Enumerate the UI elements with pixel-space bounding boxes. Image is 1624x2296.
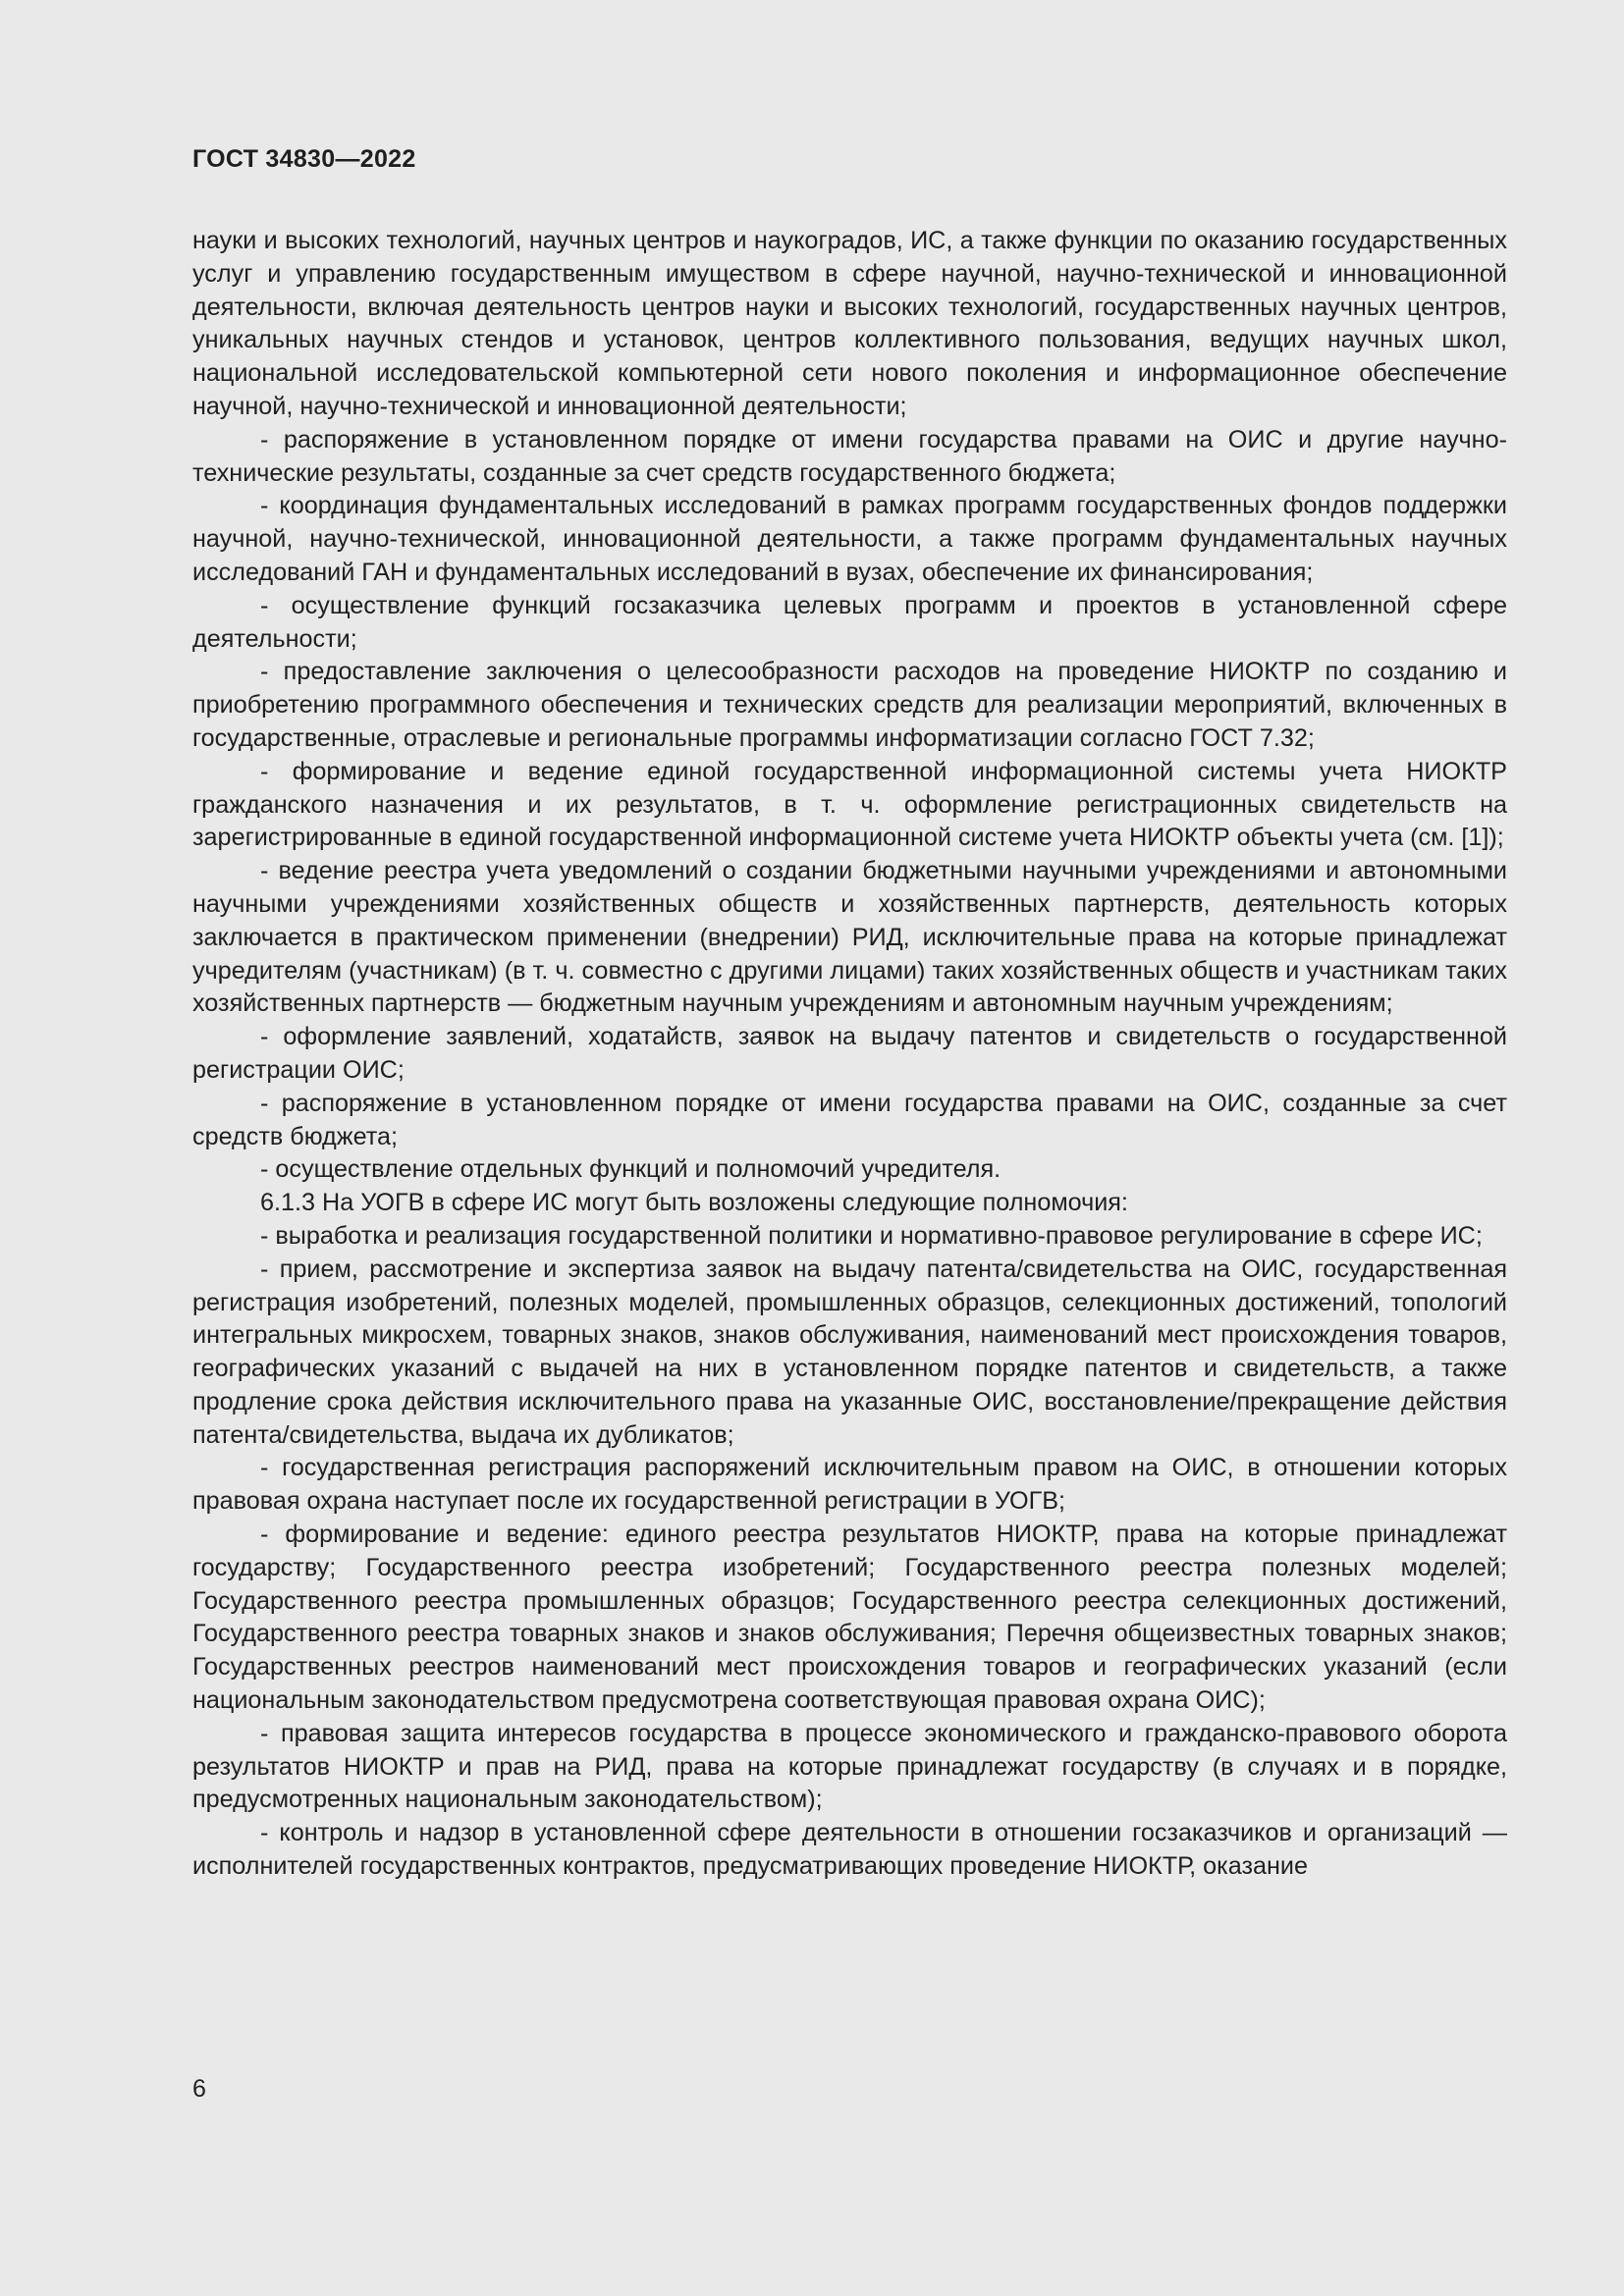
list-item: - выработка и реализация государственной политики и нормативно-правовое регулирование в сфере ИС; (260, 1221, 1483, 1250)
page-number: 6 (192, 2075, 206, 2103)
list-item: - ведение реестра учета уведомлений о создании бюджетными научными учреждениями и автономными научными учреждениями хозяйственных обществ и хозяйственных партнерств, деятельность которых заключается в практическом применении (внедрении) РИД, исключительные права на которые принадлежат учредителям (участникам) (в т. ч. совместно с другими лицами) таких хозяйственных обществ и участникам таких хозяйственных партнерств — бюджетным научным учреждениям и автономным научным учреждениям; (192, 857, 1507, 1018)
document-body (192, 225, 1507, 1884)
document-header: ГОСТ 34830—2022 (192, 145, 416, 173)
list-item: - формирование и ведение единой государственной информационной системы учета НИОКТР гражданского назначения и их результатов, в т. ч. оформление регистрационных свидетельств на зарегистрированные в единой государственной информационной системе учета НИОКТР объекты учета (см. [1]); (192, 757, 1507, 852)
list-item: - распоряжение в установленном порядке от имени государства правами на ОИС и другие научно-технические результаты, созданные за счет средств государственного бюджета; (192, 425, 1507, 487)
list-item: - осуществление отдельных функций и полномочий учредителя. (260, 1155, 1001, 1184)
list-item: - формирование и ведение: единого реестра результатов НИОКТР, права на которые принадлежат государству; Государственного реестра изобретений; Государственного реестра полезных моделей; Государственного реестра промышленных образцов; Государственного реестра селекционных достижений, Государственного реестра товарных знаков и знаков обслуживания; Перечня общеизвестных товарных знаков; Государственных реестров наименований мест происхождения товаров и географических указаний (если национальным законодательством предусмотрена соответствующая правовая охрана ОИС); (192, 1521, 1507, 1715)
list-item: - правовая защита интересов государства в процессе экономического и гражданско-правового оборота результатов НИОКТР и прав на РИД, права на которые принадлежат государству (в случаях и в порядке, предусмотренных национальным законодательством); (192, 1719, 1507, 1814)
list-item: - прием, рассмотрение и экспертиза заявок на выдачу патента/свидетельства на ОИС, государственная регистрация изобретений, полезных моделей, промышленных образцов, селекционных достижений, топологий интегральных микросхем, товарных знаков, знаков обслуживания, наименований мест происхождения товаров, географических указаний с выдачей на них в установленном порядке патентов и свидетельств, а также продление срока действия исключительного права на указанные ОИС, восстановление/прекращение действия патента/свидетельства, выдача их дубликатов; (192, 1255, 1507, 1449)
list-item: - предоставление заключения о целесообразности расходов на проведение НИОКТР по созданию и приобретению программного обеспечения и технических средств для реализации мероприятий, включенных в государственные, отраслевые и региональные программы информатизации согласно ГОСТ 7.32; (192, 658, 1507, 752)
list-item: - распоряжение в установленном порядке от имени государства правами на ОИС, созданные за счет средств бюджета; (192, 1089, 1507, 1150)
paragraph: науки и высоких технологий, научных центров и наукоградов, ИС, а также функции по оказанию государственных услуг и управлению государственным имуществом в сфере научной, научно-технической и инновационной деятельности, включая деятельность центров науки и высоких технологий, государственных научных центров, уникальных научных стендов и установок, центров коллективного пользования, ведущих научных школ, национальной исследовательской компьютерной сети нового поколения и информационное обеспечение научной, научно-технической и инновационной деятельности; (192, 227, 1507, 420)
list-item: - государственная регистрация распоряжений исключительным правом на ОИС, в отношении которых правовая охрана наступает после их государственной регистрации в УОГВ; (192, 1454, 1507, 1516)
section-clause: 6.1.3 На УОГВ в сфере ИС могут быть возложены следующие полномочия: (260, 1189, 1128, 1217)
list-item: - координация фундаментальных исследований в рамках программ государственных фондов поддержки научной, научно-технической, инновационной деятельности, а также программ фундаментальных научных исследований ГАН и фундаментальных исследований в вузах, обеспечение их финансирования; (192, 492, 1507, 586)
list-item: - контроль и надзор в установленной сфере деятельности в отношении госзаказчиков и организаций — исполнителей государственных контрактов, предусматривающих проведение НИОКТР, оказание (192, 1819, 1507, 1881)
list-item: - оформление заявлений, ходатайств, заявок на выдачу патентов и свидетельств о государственной регистрации ОИС; (192, 1023, 1507, 1084)
list-item: - осуществление функций госзаказчика целевых программ и проектов в установленной сфере деятельности; (192, 591, 1507, 653)
